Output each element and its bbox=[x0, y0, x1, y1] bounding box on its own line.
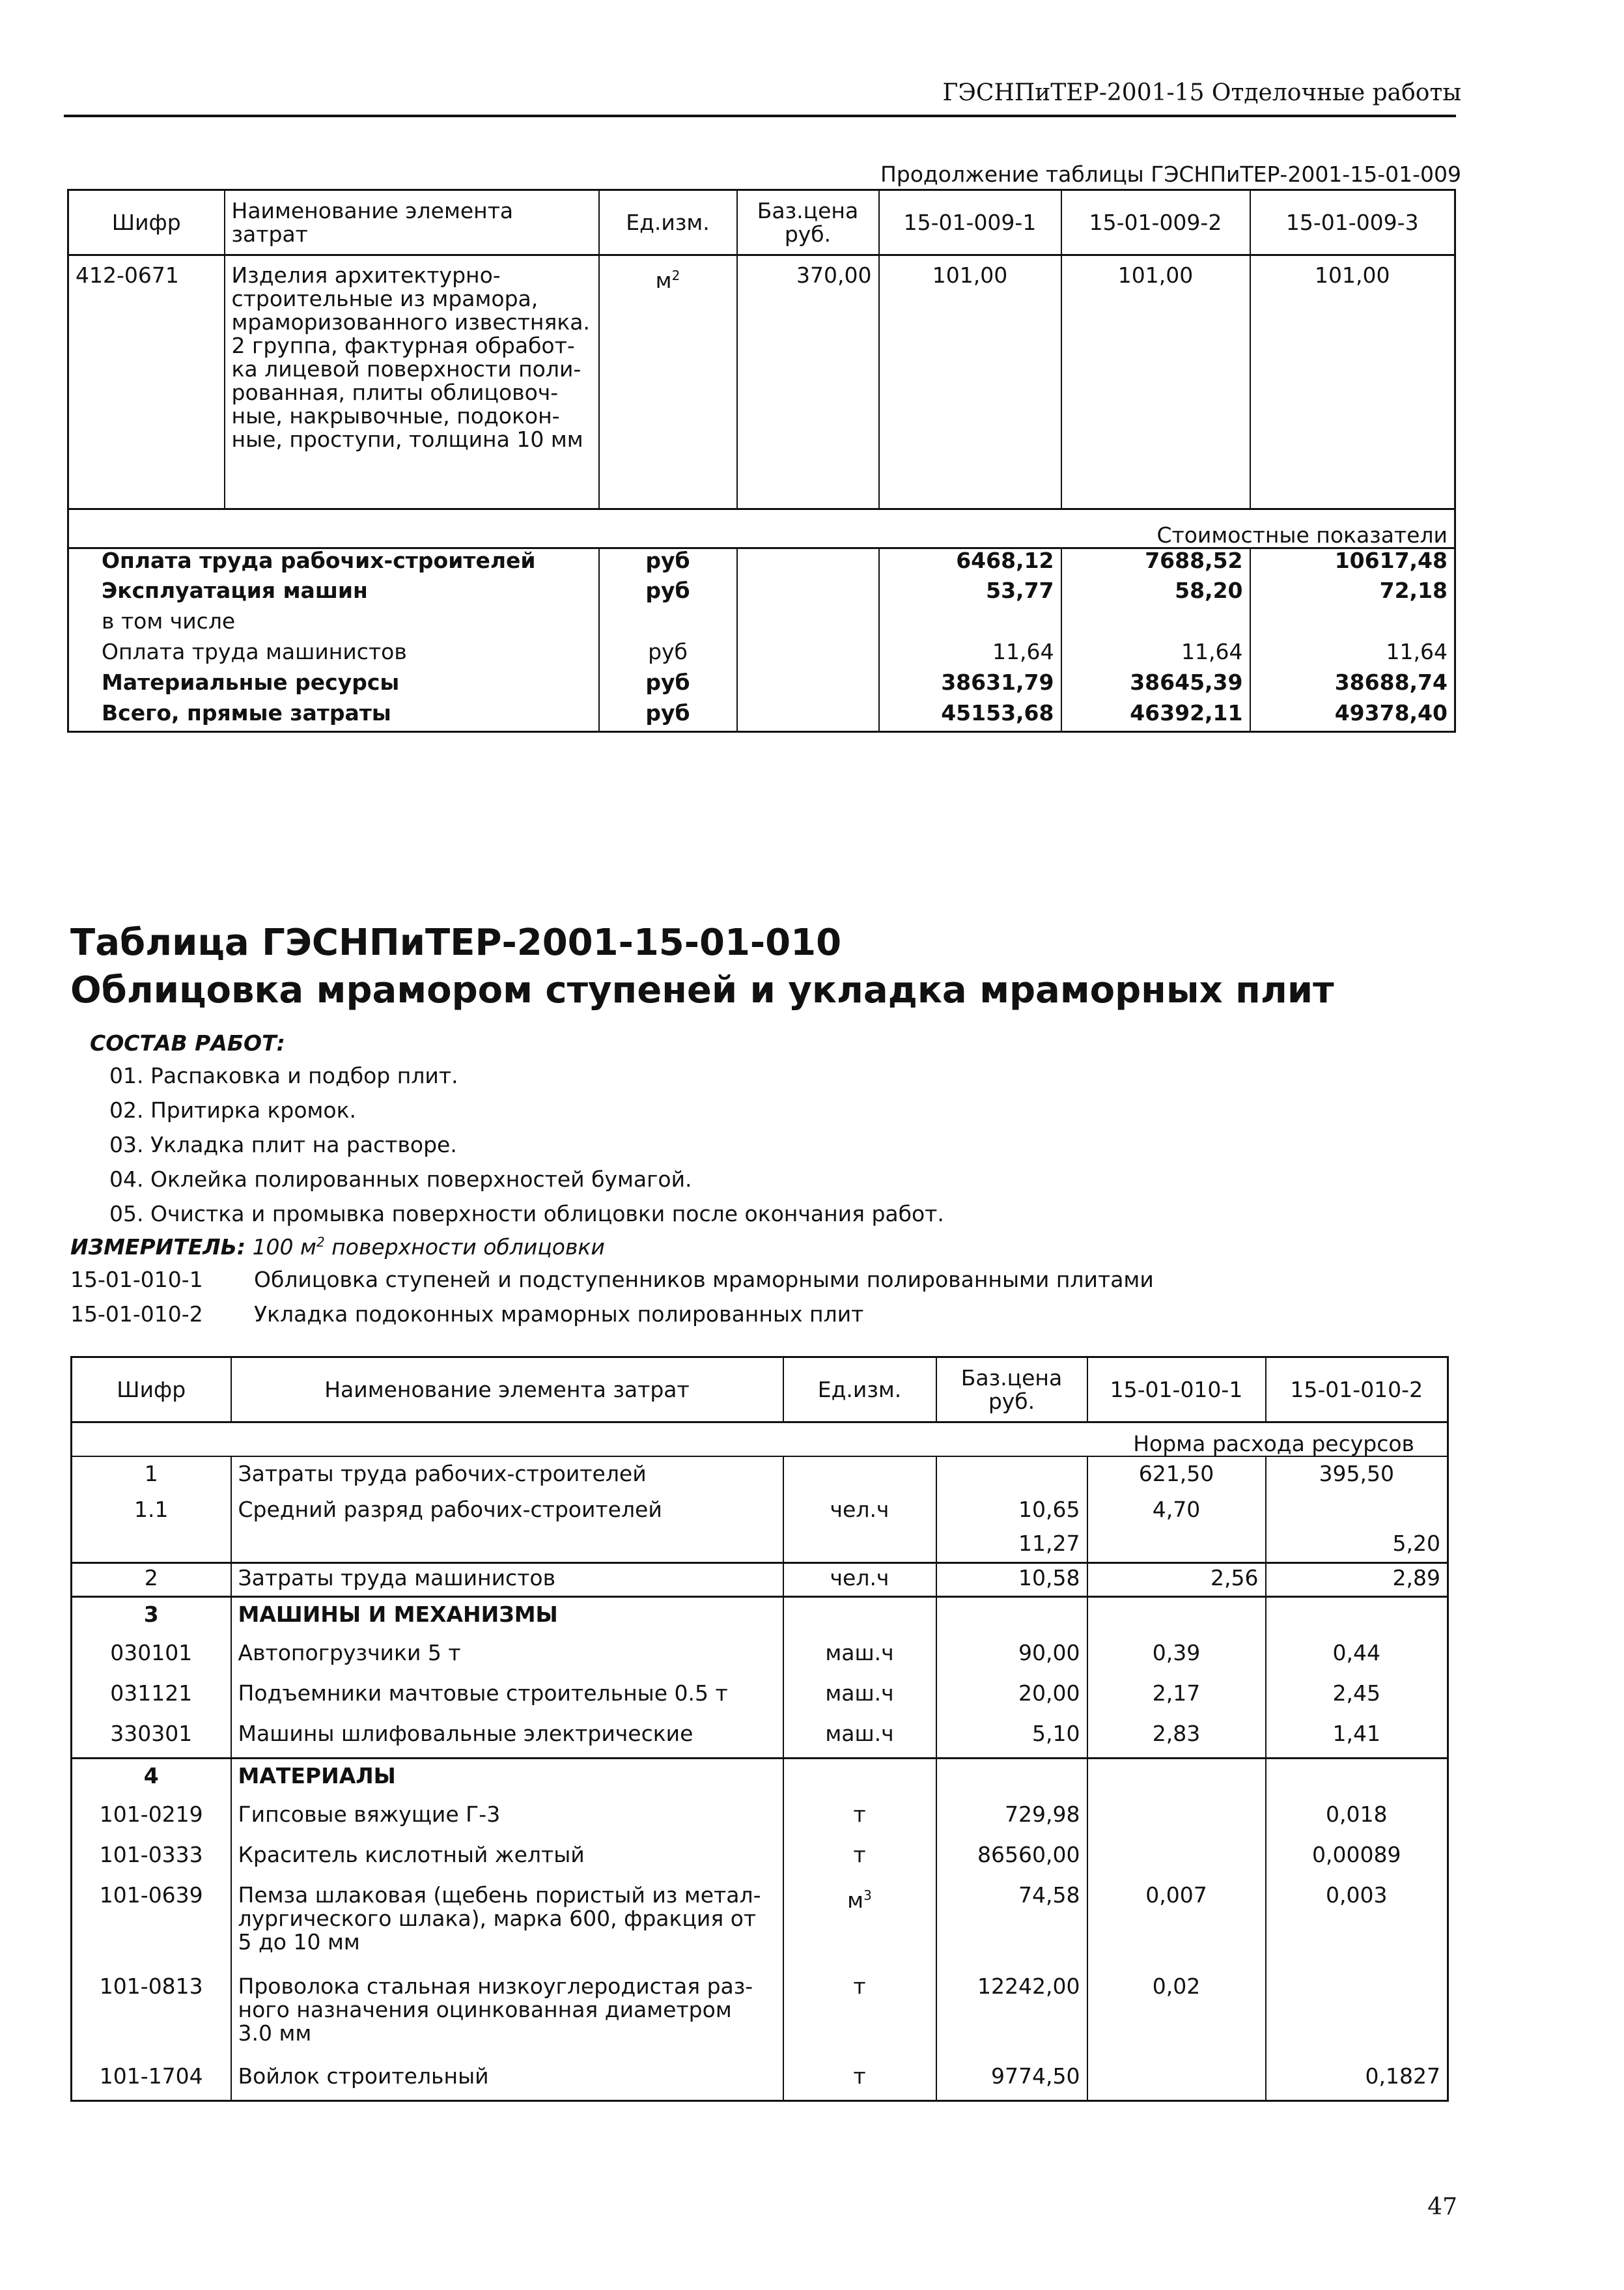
row-name: Средний разряд рабочих-строителей bbox=[231, 1495, 783, 1529]
variant-name: Облицовка ступеней и подступенников мраморными полированными плитами bbox=[254, 1267, 1154, 1292]
item-name-line: строительные из мрамора, bbox=[231, 286, 539, 311]
cost-row-v1: 53,77 bbox=[879, 579, 1061, 610]
row-unit: чел.ч bbox=[783, 1563, 936, 1597]
row-name: Затраты труда рабочих-строителей bbox=[231, 1456, 783, 1495]
row-price: 9774,50 bbox=[936, 2062, 1087, 2101]
item-name bbox=[225, 255, 599, 509]
col-header-price: Баз.цена руб. bbox=[936, 1357, 1087, 1422]
col-header-code: Шифр bbox=[68, 190, 225, 255]
row-price: 729,98 bbox=[936, 1799, 1087, 1839]
row-name: Машины шлифовальные электрические bbox=[231, 1718, 783, 1759]
col-header-price: Баз.цена руб. bbox=[737, 190, 879, 255]
cost-row-v2: 38645,39 bbox=[1061, 671, 1250, 701]
row-v1: 0,02 bbox=[1087, 1971, 1266, 2062]
cost-row-v1: 6468,12 bbox=[879, 548, 1061, 579]
cost-row-v2: 58,20 bbox=[1061, 579, 1250, 610]
row-price: 20,00 bbox=[936, 1678, 1087, 1718]
table-row bbox=[68, 610, 1455, 640]
cost-row-v1: 38631,79 bbox=[879, 671, 1061, 701]
variant-code: 15-01-010-1 bbox=[70, 1267, 203, 1292]
norm-label-row bbox=[72, 1422, 1448, 1456]
work-item: 01. Распаковка и подбор плит. bbox=[109, 1063, 458, 1088]
work-item: 03. Укладка плит на растворе. bbox=[109, 1132, 457, 1157]
cost-row-v3: 49378,40 bbox=[1250, 701, 1455, 732]
row-name bbox=[231, 1880, 783, 1971]
item-code: 412-0671 bbox=[76, 262, 179, 288]
table-15-01-010 bbox=[70, 1356, 1449, 2102]
table-row bbox=[68, 548, 1455, 579]
row-code: 101-0219 bbox=[99, 1801, 203, 1827]
table-row bbox=[72, 1563, 1448, 1597]
measure-rest: поверхности облицовки bbox=[331, 1234, 605, 1260]
row-price: 5,10 bbox=[936, 1718, 1087, 1759]
row-v2: 2,45 bbox=[1266, 1678, 1448, 1718]
table-row bbox=[72, 1456, 1448, 1495]
item-name-line: 2 группа, фактурная обработ- bbox=[231, 333, 575, 358]
norm-label: Норма расхода ресурсов bbox=[72, 1422, 1448, 1456]
row-name: Краситель кислотный желтый bbox=[231, 1839, 783, 1880]
row-v2: 0,003 bbox=[1266, 1880, 1448, 1971]
row-name: Подъемники мачтовые строительные 0.5 т bbox=[231, 1678, 783, 1718]
cost-row-name: Материальные ресурсы bbox=[102, 669, 400, 695]
cost-row-unit: руб bbox=[599, 548, 737, 579]
item-price: 370,00 bbox=[737, 255, 879, 509]
row-name-line: 5 до 10 мм bbox=[238, 1929, 360, 1955]
measure-value: 100 м bbox=[252, 1234, 316, 1260]
cost-row-v2: 11,64 bbox=[1061, 640, 1250, 671]
row-unit: т bbox=[783, 1971, 936, 2062]
cost-row-v2: 46392,11 bbox=[1061, 701, 1250, 732]
row-price: 10,65 bbox=[936, 1495, 1087, 1529]
row-unit: маш.ч bbox=[783, 1678, 936, 1718]
row-code: 4 bbox=[72, 1759, 231, 1799]
row-price: 10,58 bbox=[936, 1563, 1087, 1597]
row-v1: 2,83 bbox=[1087, 1718, 1266, 1759]
row-unit: т bbox=[783, 1799, 936, 1839]
cost-row-unit: руб bbox=[599, 640, 737, 671]
row-code: 3 bbox=[72, 1597, 231, 1636]
running-header: ГЭСНПиТЕР-2001-15 Отделочные работы bbox=[942, 79, 1461, 106]
item-name-line: ка лицевой поверхности поли- bbox=[231, 356, 581, 382]
row-name: Войлок строительный bbox=[231, 2062, 783, 2101]
row-price: 74,58 bbox=[936, 1880, 1087, 1971]
item-name-line: рованная, плиты облицовоч- bbox=[231, 380, 559, 405]
row-v2: 395,50 bbox=[1266, 1456, 1448, 1495]
item-v1: 101,00 bbox=[879, 255, 1061, 509]
table-row bbox=[72, 1678, 1448, 1718]
table-subtitle: Облицовка мрамором ступеней и укладка мраморных плит bbox=[70, 969, 1334, 1011]
row-unit: т bbox=[783, 1839, 936, 1880]
row-v1: 0,39 bbox=[1087, 1636, 1266, 1678]
row-code: 030101 bbox=[110, 1639, 193, 1665]
row-name-line: лургического шлака), марка 600, фракция от bbox=[238, 1905, 757, 1931]
col-header-unit: Ед.изм. bbox=[599, 190, 737, 255]
work-item: 05. Очистка и промывка поверхности облицовки после окончания работ. bbox=[109, 1201, 944, 1226]
row-code: 101-0333 bbox=[99, 1841, 203, 1867]
row-name bbox=[231, 1971, 783, 2062]
item-name-line: мраморизованного известняка. bbox=[231, 309, 590, 335]
col-header-name: Наименование элемента затрат bbox=[225, 190, 599, 255]
col-header-v1: 15-01-010-1 bbox=[1087, 1357, 1266, 1422]
cost-row-v1: 11,64 bbox=[879, 640, 1061, 671]
measure-label: ИЗМЕРИТЕЛЬ: bbox=[70, 1234, 246, 1260]
row-price: 90,00 bbox=[936, 1636, 1087, 1678]
row-name-line: Проволока стальная низкоуглеродистая раз- bbox=[238, 1973, 753, 1999]
cost-label: Стоимостные показатели bbox=[68, 509, 1455, 548]
cost-row-v2: 7688,52 bbox=[1061, 548, 1250, 579]
table-row bbox=[72, 1718, 1448, 1759]
row-code: 101-1704 bbox=[99, 2063, 203, 2089]
row-v1: 0,007 bbox=[1087, 1880, 1266, 1971]
row-v1: 2,56 bbox=[1087, 1563, 1266, 1597]
table-15-01-009 bbox=[67, 189, 1456, 733]
cost-row-unit: руб bbox=[599, 579, 737, 610]
table-header-row bbox=[68, 190, 1455, 255]
cost-label-row bbox=[68, 509, 1455, 548]
table-row bbox=[72, 1529, 1448, 1563]
table-row bbox=[68, 701, 1455, 732]
cost-row-name: Всего, прямые затраты bbox=[102, 700, 391, 726]
cost-row-v3: 10617,48 bbox=[1250, 548, 1455, 579]
row-v2: 5,20 bbox=[1266, 1529, 1448, 1563]
row-unit: маш.ч bbox=[783, 1718, 936, 1759]
table-row bbox=[72, 1799, 1448, 1839]
col-header-code: Шифр bbox=[72, 1357, 231, 1422]
row-v1: 4,70 bbox=[1087, 1495, 1266, 1529]
col-header-unit: Ед.изм. bbox=[783, 1357, 936, 1422]
table-row bbox=[68, 640, 1455, 671]
col-header-v3: 15-01-009-3 bbox=[1250, 190, 1455, 255]
row-v2: 0,00089 bbox=[1266, 1839, 1448, 1880]
row-price: 11,27 bbox=[936, 1529, 1087, 1563]
row-name: МАШИНЫ И МЕХАНИЗМЫ bbox=[231, 1597, 783, 1636]
item-name-line: Изделия архитектурно- bbox=[231, 262, 501, 288]
table-row bbox=[72, 1495, 1448, 1529]
col-header-name: Наименование элемента затрат bbox=[231, 1357, 783, 1422]
table-row bbox=[72, 2062, 1448, 2101]
row-v1: 621,50 bbox=[1087, 1456, 1266, 1495]
page-number: 47 bbox=[1427, 2194, 1457, 2220]
header-rule bbox=[64, 115, 1456, 117]
table-row bbox=[72, 1636, 1448, 1678]
col-header-v1: 15-01-009-1 bbox=[879, 190, 1061, 255]
row-v2: 0,1827 bbox=[1266, 2062, 1448, 2101]
row-price: 12242,00 bbox=[936, 1971, 1087, 2062]
row-code: 101-0639 bbox=[99, 1882, 203, 1908]
row-unit: маш.ч bbox=[783, 1636, 936, 1678]
variant-code: 15-01-010-2 bbox=[70, 1301, 203, 1327]
row-code: 1 bbox=[144, 1460, 158, 1486]
row-unit: т bbox=[783, 2062, 936, 2101]
row-name-line: ного назначения оцинкованная диаметром bbox=[238, 1996, 732, 2022]
cost-row-v3: 11,64 bbox=[1250, 640, 1455, 671]
table-row bbox=[68, 671, 1455, 701]
measure-line: ИЗМЕРИТЕЛЬ: 100 $м^2$ поверхности облицовки bbox=[70, 1234, 605, 1260]
table-title: Таблица ГЭСНПиТЕР-2001-15-01-010 bbox=[70, 922, 842, 964]
cost-row-name: Оплата труда рабочих-строителей bbox=[102, 548, 536, 573]
cost-row-name: в том числе bbox=[102, 608, 236, 634]
item-v3: 101,00 bbox=[1250, 255, 1455, 509]
cost-row-v3: 72,18 bbox=[1250, 579, 1455, 610]
table-row bbox=[68, 255, 1455, 509]
row-price: 86560,00 bbox=[936, 1839, 1087, 1880]
table-row bbox=[72, 1880, 1448, 1971]
work-item: 02. Притирка кромок. bbox=[109, 1097, 357, 1123]
table-row bbox=[68, 579, 1455, 610]
row-v2: 0,44 bbox=[1266, 1636, 1448, 1678]
item-name-line: ные, проступи, толщина 10 мм bbox=[231, 427, 583, 452]
col-header-v2: 15-01-010-2 bbox=[1266, 1357, 1448, 1422]
cost-row-v1: 45153,68 bbox=[879, 701, 1061, 732]
work-item: 04. Оклейка полированных поверхностей бумагой. bbox=[109, 1166, 692, 1192]
item-unit: $м^2$ bbox=[599, 255, 737, 509]
cost-row-unit: руб bbox=[599, 701, 737, 732]
row-v2: 0,018 bbox=[1266, 1799, 1448, 1839]
row-name-line: Пемза шлаковая (щебень пористый из метал- bbox=[238, 1882, 761, 1908]
works-label: СОСТАВ РАБОТ: bbox=[90, 1030, 285, 1056]
cost-row-unit: руб bbox=[599, 671, 737, 701]
continuation-label: Продолжение таблицы ГЭСНПиТЕР-2001-15-01-009 bbox=[880, 162, 1461, 187]
table-row bbox=[72, 1971, 1448, 2062]
variant-name: Укладка подоконных мраморных полированных плит bbox=[254, 1301, 864, 1327]
row-name: Автопогрузчики 5 т bbox=[231, 1636, 783, 1678]
table-row bbox=[72, 1759, 1448, 1799]
item-v2: 101,00 bbox=[1061, 255, 1250, 509]
table-header-row bbox=[72, 1357, 1448, 1422]
row-name: Гипсовые вяжущие Г-3 bbox=[231, 1799, 783, 1839]
item-name-line: ные, накрывочные, подокон- bbox=[231, 403, 560, 429]
cost-row-name: Оплата труда машинистов bbox=[102, 638, 407, 664]
row-code: 330301 bbox=[110, 1720, 193, 1746]
table-row bbox=[72, 1597, 1448, 1636]
cost-row-name: Эксплуатация машин bbox=[102, 577, 368, 603]
row-name-line: 3.0 мм bbox=[238, 2020, 312, 2046]
col-header-v2: 15-01-009-2 bbox=[1061, 190, 1250, 255]
row-code: 101-0813 bbox=[99, 1973, 203, 1999]
row-v2: 1,41 bbox=[1266, 1718, 1448, 1759]
table-row bbox=[72, 1839, 1448, 1880]
row-unit: $м^3$ bbox=[783, 1880, 936, 1971]
row-code: 1.1 bbox=[134, 1496, 169, 1522]
row-code: 2 bbox=[72, 1563, 231, 1597]
row-v1: 2,17 bbox=[1087, 1678, 1266, 1718]
row-v2: 2,89 bbox=[1266, 1563, 1448, 1597]
cost-row-v3: 38688,74 bbox=[1250, 671, 1455, 701]
row-name: Затраты труда машинистов bbox=[231, 1563, 783, 1597]
row-name: МАТЕРИАЛЫ bbox=[231, 1759, 783, 1799]
row-unit: чел.ч bbox=[783, 1495, 936, 1529]
row-code: 031121 bbox=[110, 1680, 193, 1706]
